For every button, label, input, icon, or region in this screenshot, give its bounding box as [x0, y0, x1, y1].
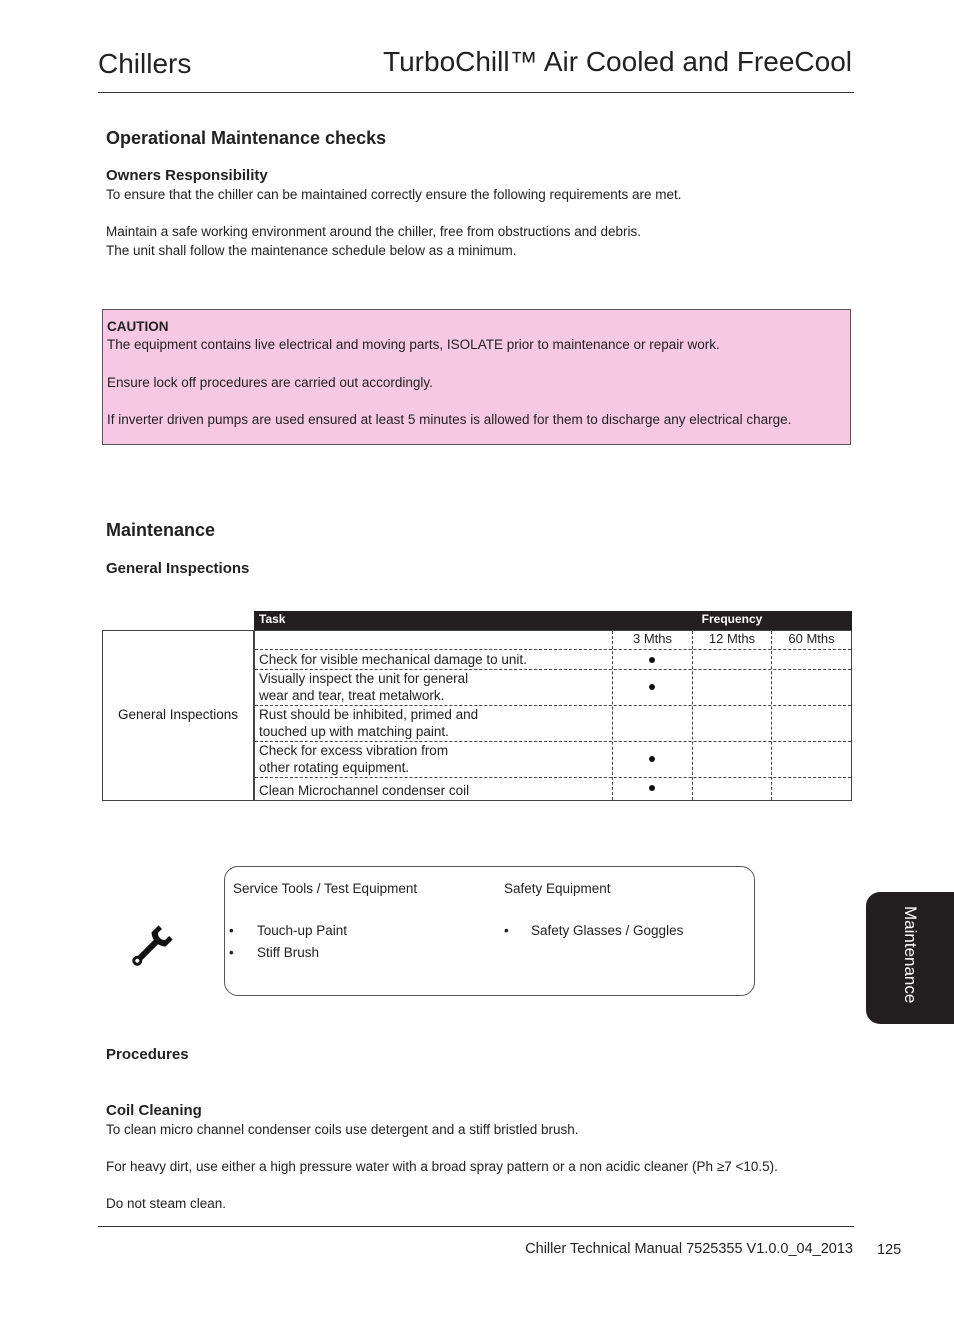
- safety-heading: Safety Equipment: [504, 881, 611, 896]
- header-section-title: Chillers: [98, 48, 192, 79]
- operational-title: Operational Maintenance checks: [106, 128, 387, 148]
- bullet: •: [229, 945, 234, 960]
- freq-col-3-mths: 3 Mths: [632, 631, 672, 646]
- tool-item-2: Stiff Brush: [257, 945, 320, 960]
- category-label: General Inspections: [117, 707, 239, 722]
- row-4-line-1: Check for excess vibration from: [259, 743, 449, 758]
- caution-label: CAUTION: [107, 319, 169, 334]
- caution-line-3: If inverter driven pumps are used ensured at least 5 minutes is allowed for them to discharge any electrical charge.: [107, 412, 792, 427]
- column-divider: [612, 631, 613, 800]
- frequency-header-label: Frequency: [701, 612, 763, 626]
- tool-item-1: Touch-up Paint: [257, 923, 348, 938]
- footer-manual: Chiller Technical Manual 7525355 V1.0.0_04_2013: [525, 1241, 853, 1257]
- footer-page-number: 125: [877, 1242, 902, 1258]
- table-header-task: [254, 611, 612, 630]
- frequency-dot: [649, 756, 655, 762]
- caution-box: [102, 309, 851, 445]
- side-tab-label: Maintenance: [901, 906, 920, 1004]
- header-divider: [98, 92, 854, 93]
- row-2-line-2: wear and tear, treat metalwork.: [259, 688, 445, 703]
- footer-divider: [98, 1226, 854, 1227]
- table-row-4-task: [259, 742, 448, 776]
- row-1-line-1: Check for visible mechanical damage to unit.: [259, 652, 527, 667]
- tools-heading: Service Tools / Test Equipment: [233, 881, 418, 896]
- bullet: •: [504, 923, 509, 938]
- header-product-title: TurboChill™ Air Cooled and FreeCool: [383, 46, 852, 77]
- procedures-heading: Procedures: [106, 1046, 189, 1063]
- safety-item-1: Safety Glasses / Goggles: [531, 923, 684, 938]
- row-5-line-1: Clean Microchannel condenser coil: [259, 783, 470, 798]
- coil-paragraph-2: For heavy dirt, use either a high pressure water with a broad spray pattern or a non acidic cleaner (Ph ≥7 <10.5).: [106, 1159, 778, 1174]
- tools-box: [224, 866, 755, 996]
- coil-cleaning-heading: Coil Cleaning: [106, 1102, 202, 1119]
- table-row-5-task: [259, 782, 469, 799]
- freq-col-60-mths: 60 Mths: [788, 631, 835, 646]
- row-3-line-1: Rust should be inhibited, primed and: [259, 707, 479, 722]
- coil-paragraph-3: Do not steam clean.: [106, 1196, 227, 1211]
- owners-paragraph-2: Maintain a safe working environment around the chiller, free from obstructions and debris.: [106, 224, 642, 239]
- frequency-dot: [649, 657, 655, 663]
- row-4-line-2: other rotating equipment.: [259, 760, 410, 775]
- table-category-cell: [102, 630, 254, 801]
- owners-paragraph-3: The unit shall follow the maintenance schedule below as a minimum.: [106, 243, 517, 258]
- owners-heading: Owners Responsibility: [106, 167, 268, 184]
- row-2-line-1: Visually inspect the unit for general: [259, 671, 469, 686]
- bullet: •: [229, 923, 234, 938]
- frequency-dot: [649, 785, 655, 791]
- column-divider: [771, 631, 772, 800]
- coil-paragraph-1: To clean micro channel condenser coils use detergent and a stiff bristled brush.: [106, 1122, 579, 1137]
- maintenance-title: Maintenance: [106, 520, 216, 540]
- freq-col-12-mths: 12 Mths: [708, 631, 756, 646]
- inspection-table: [254, 630, 852, 801]
- side-tab-maintenance[interactable]: [866, 892, 954, 1024]
- caution-line-1: The equipment contains live electrical and moving parts, ISOLATE prior to maintenance or repair work.: [107, 337, 720, 352]
- general-inspections-heading: General Inspections: [106, 560, 250, 577]
- table-row-1-task: [259, 651, 527, 668]
- owners-paragraph-1: To ensure that the chiller can be maintained correctly ensure the following requirements are met.: [106, 187, 682, 202]
- row-3-line-2: touched up with matching paint.: [259, 724, 449, 739]
- row-divider: [255, 649, 851, 650]
- wrench-icon: [124, 922, 176, 974]
- table-row-3-task: [259, 706, 478, 740]
- column-divider: [692, 631, 693, 800]
- task-header-label: Task: [259, 612, 286, 626]
- row-divider: [255, 777, 851, 778]
- table-header-frequency: [612, 611, 852, 630]
- table-row-2-task: [259, 670, 468, 704]
- caution-line-2: Ensure lock off procedures are carried out accordingly.: [107, 375, 433, 390]
- frequency-dot: [649, 684, 655, 690]
